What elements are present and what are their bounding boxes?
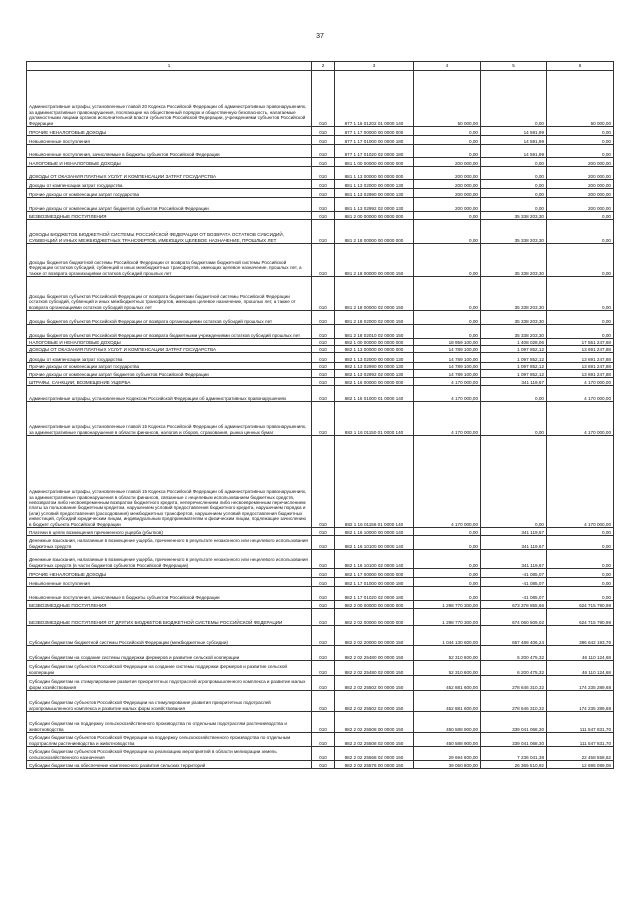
table-row <box>27 436 614 528</box>
row-approved-amount: 4 170 000,00 <box>414 378 481 386</box>
table-row <box>27 609 614 626</box>
row-budget-code: 882 1 13 02000 00 0000 130 <box>335 353 414 363</box>
table-row <box>27 676 614 691</box>
row-approved-amount: 1 044 130 600,00 <box>414 626 481 646</box>
table-row <box>27 212 614 220</box>
row-name: Невыясненные поступления, зачисляемые в бюджеты субъектов Российской Федерации <box>27 145 312 158</box>
row-line-code: 010 <box>312 145 335 158</box>
row-line-code: 010 <box>312 569 335 578</box>
row-name: Прочие доходы от компенсации затрат бюджетов субъектов Российской Федерации <box>27 370 312 378</box>
row-budget-code: 877 1 17 00000 00 0000 000 <box>335 127 414 136</box>
row-unexecuted-amount: 13 691 247,88 <box>547 346 614 353</box>
row-executed-amount: 674 060 509,02 <box>481 609 547 626</box>
row-line-code: 010 <box>312 167 335 180</box>
row-executed-amount: -41 085,07 <box>481 578 547 587</box>
row-approved-amount: 0,00 <box>414 550 481 569</box>
row-name: ПРОЧИЕ НЕНАЛОГОВЫЕ ДОХОДЫ <box>27 569 312 578</box>
table-row <box>27 145 614 158</box>
row-executed-amount: 341 119,67 <box>481 378 547 386</box>
row-name: Невыясненные поступления, зачисляемые в бюджеты субъектов Российской Федерации <box>27 587 312 601</box>
row-budget-code: 882 2 02 25576 00 0000 150 <box>335 761 414 769</box>
row-line-code: 010 <box>312 363 335 370</box>
row-executed-amount: 0,00 <box>481 402 547 436</box>
row-budget-code: 882 2 02 25480 00 0000 150 <box>335 646 414 661</box>
row-budget-code: 882 2 02 25502 00 0000 150 <box>335 676 414 691</box>
row-name: Субсидии бюджетам субъектов Российской Федерации на создание системы поддержки фермеров и развитие сельской кооперации <box>27 661 312 676</box>
row-line-code: 010 <box>312 661 335 676</box>
row-approved-amount: 0,00 <box>414 145 481 158</box>
row-line-code: 010 <box>312 378 335 386</box>
row-budget-code: 882 1 17 01020 02 0000 180 <box>335 587 414 601</box>
table-row <box>27 578 614 587</box>
row-approved-amount: 18 959 100,00 <box>414 339 481 346</box>
row-line-code: 010 <box>312 578 335 587</box>
row-line-code: 010 <box>312 158 335 167</box>
row-line-code: 010 <box>312 402 335 436</box>
row-name: ДОХОДЫ ОТ ОКАЗАНИЯ ПЛАТНЫХ УСЛУГ И КОМПЕНСАЦИИ ЗАТРАТ ГОСУДАРСТВА <box>27 167 312 180</box>
row-approved-amount: 452 881 600,00 <box>414 691 481 712</box>
row-name: Административные штрафы, установленные главой 15 Кодекса Российской Федерации об административных правонарушениях, за административные правонарушения в области финансов, связанные с нецелевым использованием бюджетных средств, невозвратом либо несвоевременным возвратом бюджетного кредита, неперечислением либо несвоевременным перечислением платы за пользование бюджетным кредитом, нарушением условий предоставления бюджетного кредита, нарушением порядка и (или) условий предоставления (расходования) межбюджетных трансфертов, нарушением условий предоставления бюджетных инвестиций, субсидий юридическим лицам, индивидуальным предпринимателям и физическим лицам, подлежащие зачислению в бюджет субъекта Российской Федерации <box>27 436 312 528</box>
row-name: НАЛОГОВЫЕ И НЕНАЛОГОВЫЕ ДОХОДЫ <box>27 158 312 167</box>
row-budget-code: 882 2 02 00000 00 0000 000 <box>335 609 414 626</box>
row-unexecuted-amount: 0,00 <box>547 145 614 158</box>
row-line-code: 010 <box>312 71 335 127</box>
row-name: Субсидии бюджетам субъектов Российской Федерации на стимулирование развития приоритетных подотраслей агропромышленного комплекса и развитие малых форм хозяйствования <box>27 691 312 712</box>
page-number: 37 <box>316 33 324 40</box>
row-executed-amount: 6 200 475,32 <box>481 661 547 676</box>
row-unexecuted-amount: 0,00 <box>547 311 614 325</box>
row-budget-code: 881 2 00 00000 00 0000 000 <box>335 212 414 220</box>
table-row <box>27 601 614 609</box>
row-budget-code: 882 2 02 25502 02 0000 150 <box>335 691 414 712</box>
row-unexecuted-amount: 50 000,00 <box>547 71 614 127</box>
table-row <box>27 747 614 761</box>
row-name: Субсидии бюджетам субъектов Российской Федерации на реализацию мероприятий в области мелиорации земель сельскохозяйственного назначения <box>27 747 312 761</box>
row-executed-amount: 278 646 310,32 <box>481 691 547 712</box>
row-line-code: 010 <box>312 609 335 626</box>
row-name: Административные штрафы, установленные главой 20 Кодекса Российской Федерации об административных правонарушениях, за административные правонарушения, посягающие на общественный порядок и общественную безопасность, налагаемые должностными лицами органов исполнительной власти субъектов Российской Федерации, учреждениями субъектов Российской Федерации <box>27 71 312 127</box>
table-row <box>27 167 614 180</box>
row-unexecuted-amount: 0,00 <box>547 528 614 536</box>
row-line-code: 010 <box>312 346 335 353</box>
row-executed-amount: 0,00 <box>481 180 547 189</box>
row-budget-code: 882 2 02 25508 02 0000 150 <box>335 733 414 747</box>
revenue-table <box>26 61 614 769</box>
table-row <box>27 661 614 676</box>
row-unexecuted-amount: 111 547 831,70 <box>547 733 614 747</box>
row-unexecuted-amount: 200 000,00 <box>547 158 614 167</box>
row-budget-code: 882 1 17 01000 00 0000 180 <box>335 578 414 587</box>
row-approved-amount: 4 170 000,00 <box>414 436 481 528</box>
row-executed-amount: 14 591,99 <box>481 145 547 158</box>
row-unexecuted-amount: 174 235 289,68 <box>547 676 614 691</box>
row-executed-amount: 1 408 028,06 <box>481 339 547 346</box>
row-approved-amount: 0,00 <box>414 136 481 145</box>
table-row <box>27 370 614 378</box>
table-row <box>27 569 614 578</box>
row-executed-amount: 1 097 852,12 <box>481 353 547 363</box>
row-name: Невыясненные поступления <box>27 136 312 145</box>
row-executed-amount: 35 338 203,30 <box>481 311 547 325</box>
row-line-code: 010 <box>312 136 335 145</box>
row-budget-code: 882 2 02 25568 02 0000 150 <box>335 747 414 761</box>
table-row <box>27 346 614 353</box>
row-budget-code: 882 1 13 02992 02 0000 130 <box>335 370 414 378</box>
row-budget-code: 882 1 17 00000 00 0000 000 <box>335 569 414 578</box>
row-executed-amount: 339 041 068,30 <box>481 733 547 747</box>
row-unexecuted-amount: 0,00 <box>547 569 614 578</box>
table-row <box>27 325 614 339</box>
row-approved-amount: 0,00 <box>414 127 481 136</box>
table-row <box>27 339 614 346</box>
row-line-code: 010 <box>312 220 335 244</box>
row-executed-amount: 0,00 <box>481 189 547 198</box>
row-approved-amount: 0,00 <box>414 528 481 536</box>
row-unexecuted-amount: 200 000,00 <box>547 167 614 180</box>
row-unexecuted-amount: 4 170 000,00 <box>547 378 614 386</box>
row-budget-code: 877 1 16 01202 01 0000 140 <box>335 71 414 127</box>
row-approved-amount: 0,00 <box>414 536 481 550</box>
row-unexecuted-amount: 111 547 831,70 <box>547 712 614 733</box>
table-row <box>27 244 614 277</box>
row-name: НАЛОГОВЫЕ И НЕНАЛОГОВЫЕ ДОХОДЫ <box>27 339 312 346</box>
row-executed-amount: 341 119,67 <box>481 550 547 569</box>
row-budget-code: 877 1 17 01000 00 0000 180 <box>335 136 414 145</box>
row-approved-amount: 14 789 100,00 <box>414 363 481 370</box>
row-unexecuted-amount: 13 691 247,88 <box>547 353 614 363</box>
row-name: Субсидии бюджетам субъектов Российской Федерации на поддержку сельскохозяйственного производства по отдельным подотраслям растениеводства и животноводства <box>27 733 312 747</box>
row-approved-amount: 39 060 800,00 <box>414 761 481 769</box>
row-line-code: 010 <box>312 353 335 363</box>
row-budget-code: 882 1 16 10000 00 0000 140 <box>335 528 414 536</box>
row-line-code: 010 <box>312 277 335 311</box>
row-line-code: 010 <box>312 601 335 609</box>
row-approved-amount: 14 789 100,00 <box>414 346 481 353</box>
table-row <box>27 528 614 536</box>
table-row <box>27 712 614 733</box>
row-line-code: 010 <box>312 436 335 528</box>
row-executed-amount: 0,00 <box>481 436 547 528</box>
row-budget-code: 881 2 18 00000 02 0000 150 <box>335 277 414 311</box>
row-budget-code: 882 1 16 10100 02 0000 140 <box>335 550 414 569</box>
row-approved-amount: 14 789 100,00 <box>414 370 481 378</box>
row-name: Прочие доходы от компенсации затрат государства <box>27 189 312 198</box>
table-header-row <box>27 62 614 71</box>
row-executed-amount: 0,00 <box>481 198 547 212</box>
table-row <box>27 277 614 311</box>
row-budget-code: 881 2 18 02000 02 0000 150 <box>335 311 414 325</box>
row-budget-code: 881 1 13 02000 00 0000 130 <box>335 180 414 189</box>
row-unexecuted-amount: 0,00 <box>547 550 614 569</box>
row-unexecuted-amount: 0,00 <box>547 220 614 244</box>
row-name: Денежные взыскания, налагаемые в возмещение ущерба, причиненного в результате незаконного или нецелевого использования бюджетных средств <box>27 536 312 550</box>
row-budget-code: 881 1 13 02990 00 0000 130 <box>335 189 414 198</box>
row-budget-code: 882 1 16 01150 01 0000 140 <box>335 402 414 436</box>
table-row <box>27 378 614 386</box>
row-line-code: 010 <box>312 198 335 212</box>
row-approved-amount: 0,00 <box>414 311 481 325</box>
row-executed-amount: 35 338 203,30 <box>481 212 547 220</box>
row-line-code: 010 <box>312 550 335 569</box>
row-unexecuted-amount: 0,00 <box>547 536 614 550</box>
row-executed-amount: 1 097 852,12 <box>481 346 547 353</box>
row-approved-amount: 450 588 900,00 <box>414 733 481 747</box>
row-unexecuted-amount: 4 170 000,00 <box>547 386 614 402</box>
header-col-1: 1 <box>27 62 312 71</box>
table-row <box>27 198 614 212</box>
row-executed-amount: 26 365 510,92 <box>481 761 547 769</box>
row-unexecuted-amount: 200 000,00 <box>547 180 614 189</box>
row-name: Доходы бюджетов бюджетной системы Российской Федерации от возврата бюджетами бюджетной системы Российской Федерации остатков субсидий, субвенций и иных межбюджетных трансфертов, имеющих целевое назначение, прошлых лет, а также от возврата организациями остатков субсидий прошлых лет <box>27 244 312 277</box>
row-unexecuted-amount: 386 642 193,76 <box>547 626 614 646</box>
row-executed-amount: -41 085,07 <box>481 587 547 601</box>
row-executed-amount: 35 338 203,30 <box>481 325 547 339</box>
row-line-code: 010 <box>312 761 335 769</box>
row-unexecuted-amount: 4 170 000,00 <box>547 402 614 436</box>
row-name: Доходы от компенсации затрат государства <box>27 180 312 189</box>
row-line-code: 010 <box>312 626 335 646</box>
table-row <box>27 626 614 646</box>
row-line-code: 010 <box>312 676 335 691</box>
row-unexecuted-amount: 0,00 <box>547 244 614 277</box>
row-budget-code: 882 2 02 20000 00 0000 150 <box>335 626 414 646</box>
row-budget-code: 882 1 13 02990 00 0000 130 <box>335 363 414 370</box>
row-approved-amount: 0,00 <box>414 212 481 220</box>
row-unexecuted-amount: 46 110 124,68 <box>547 646 614 661</box>
row-line-code: 010 <box>312 733 335 747</box>
table-row <box>27 386 614 402</box>
table-row <box>27 127 614 136</box>
row-executed-amount: 7 236 041,38 <box>481 747 547 761</box>
row-budget-code: 881 1 13 00000 00 0000 000 <box>335 167 414 180</box>
row-budget-code: 881 1 00 00000 00 0000 000 <box>335 158 414 167</box>
row-line-code: 010 <box>312 536 335 550</box>
row-name: БЕЗВОЗМЕЗДНЫЕ ПОСТУПЛЕНИЯ <box>27 601 312 609</box>
row-executed-amount: 35 338 203,30 <box>481 244 547 277</box>
row-executed-amount: 339 041 068,30 <box>481 712 547 733</box>
row-budget-code: 877 1 17 01020 02 0000 180 <box>335 145 414 158</box>
row-line-code: 010 <box>312 712 335 733</box>
row-unexecuted-amount: 624 715 790,98 <box>547 601 614 609</box>
table-row <box>27 733 614 747</box>
row-budget-code: 882 1 13 00000 00 0000 000 <box>335 346 414 353</box>
row-approved-amount: 0,00 <box>414 587 481 601</box>
row-line-code: 010 <box>312 339 335 346</box>
row-approved-amount: 200 000,00 <box>414 158 481 167</box>
row-approved-amount: 52 310 600,00 <box>414 661 481 676</box>
table-row <box>27 158 614 167</box>
row-line-code: 010 <box>312 587 335 601</box>
row-unexecuted-amount: 0,00 <box>547 325 614 339</box>
row-executed-amount: 341 119,67 <box>481 536 547 550</box>
row-line-code: 010 <box>312 189 335 198</box>
header-col-5: 5 <box>481 62 547 71</box>
row-unexecuted-amount: 0,00 <box>547 277 614 311</box>
row-approved-amount: 1 298 770 300,00 <box>414 609 481 626</box>
row-budget-code: 882 2 02 25480 02 0000 150 <box>335 661 414 676</box>
row-name: Доходы бюджетов субъектов Российской Федерации от возврата организациями остатков субсидий прошлых лет <box>27 311 312 325</box>
table-row <box>27 136 614 145</box>
row-line-code: 010 <box>312 127 335 136</box>
row-approved-amount: 29 694 600,00 <box>414 747 481 761</box>
header-col-4: 4 <box>414 62 481 71</box>
row-budget-code: 881 2 18 00000 00 0000 000 <box>335 220 414 244</box>
header-col-2: 2 <box>312 62 335 71</box>
row-line-code: 010 <box>312 646 335 661</box>
row-approved-amount: 1 298 770 300,00 <box>414 601 481 609</box>
row-line-code: 010 <box>312 528 335 536</box>
row-name: Невыясненные поступления <box>27 578 312 587</box>
row-unexecuted-amount: 0,00 <box>547 127 614 136</box>
row-name: Денежные взыскания, налагаемые в возмещение ущерба, причиненного в результате незаконного или нецелевого использования бюджетных средств (в части бюджетов субъектов Российской Федерации) <box>27 550 312 569</box>
row-unexecuted-amount: 0,00 <box>547 578 614 587</box>
row-unexecuted-amount: 13 691 247,88 <box>547 370 614 378</box>
row-approved-amount: 14 789 100,00 <box>414 353 481 363</box>
row-unexecuted-amount: 4 170 000,00 <box>547 436 614 528</box>
row-line-code: 010 <box>312 386 335 402</box>
row-budget-code: 882 2 00 00000 00 0000 000 <box>335 601 414 609</box>
row-budget-code: 882 1 16 00000 00 0000 000 <box>335 378 414 386</box>
row-name: ДОХОДЫ ОТ ОКАЗАНИЯ ПЛАТНЫХ УСЛУГ И КОМПЕНСАЦИИ ЗАТРАТ ГОСУДАРСТВА <box>27 346 312 353</box>
row-budget-code: 882 1 16 10100 00 0000 140 <box>335 536 414 550</box>
row-line-code: 010 <box>312 311 335 325</box>
row-unexecuted-amount: 17 551 247,68 <box>547 339 614 346</box>
row-line-code: 010 <box>312 370 335 378</box>
row-name: Административные штрафы, установленные главой 15 Кодекса Российской Федерации об административных правонарушениях, за административные правонарушения в области финансов, налогов и сборов, страхования, рынка ценных бумаг <box>27 402 312 436</box>
row-approved-amount: 200 000,00 <box>414 167 481 180</box>
row-executed-amount: 1 097 852,12 <box>481 370 547 378</box>
row-name: Субсидии бюджетам на поддержку сельскохозяйственного производства по отдельным подотраслям растениеводства и животноводства <box>27 712 312 733</box>
row-approved-amount: 50 000,00 <box>414 71 481 127</box>
row-name: Платежи в целях возмещения причиненного ущерба (убытков) <box>27 528 312 536</box>
row-budget-code: 881 2 18 00000 00 0000 150 <box>335 244 414 277</box>
row-name: ШТРАФЫ, САНКЦИИ, ВОЗМЕЩЕНИЕ УЩЕРБА <box>27 378 312 386</box>
row-line-code: 010 <box>312 325 335 339</box>
row-executed-amount: 0,00 <box>481 167 547 180</box>
row-line-code: 010 <box>312 212 335 220</box>
header-col-3: 3 <box>335 62 414 71</box>
table-row <box>27 646 614 661</box>
row-name: Субсидии бюджетам на создание системы поддержки фермеров и развитие сельской кооперации <box>27 646 312 661</box>
row-line-code: 010 <box>312 244 335 277</box>
row-unexecuted-amount: 200 000,00 <box>547 189 614 198</box>
row-line-code: 010 <box>312 747 335 761</box>
row-unexecuted-amount: 174 235 289,68 <box>547 691 614 712</box>
table-row <box>27 353 614 363</box>
row-unexecuted-amount: 46 110 124,68 <box>547 661 614 676</box>
table-row <box>27 761 614 769</box>
row-executed-amount: 35 338 203,30 <box>481 220 547 244</box>
table-row <box>27 402 614 436</box>
row-executed-amount: 14 591,99 <box>481 136 547 145</box>
row-executed-amount: 673 378 855,66 <box>481 601 547 609</box>
row-unexecuted-amount: 12 695 089,08 <box>547 761 614 769</box>
row-name: ДОХОДЫ БЮДЖЕТОВ БЮДЖЕТНОЙ СИСТЕМЫ РОССИЙСКОЙ ФЕДЕРАЦИИ ОТ ВОЗВРАТА ОСТАТКОВ СУБСИДИЙ, СУБВЕНЦИЙ И ИНЫХ МЕЖБЮДЖЕТНЫХ ТРАНСФЕРТОВ, ИМЕЮЩИХ ЦЕЛЕВОЕ НАЗНАЧЕНИЕ, ПРОШЛЫХ ЛЕТ <box>27 220 312 244</box>
table-row <box>27 363 614 370</box>
row-approved-amount: 200 000,00 <box>414 198 481 212</box>
row-unexecuted-amount: 0,00 <box>547 212 614 220</box>
row-executed-amount: 6 200 475,32 <box>481 646 547 661</box>
row-budget-code: 882 1 00 00000 00 0000 000 <box>335 339 414 346</box>
table-row <box>27 587 614 601</box>
row-name: Доходы бюджетов субъектов Российской Федерации от возврата бюджетами бюджетной системы Российской Федерации остатков субсидий, субвенций и иных межбюджетных трансфертов, имеющих целевое назначение, прошлых лет, а также от возврата организациями остатков субсидий прошлых лет <box>27 277 312 311</box>
row-approved-amount: 0,00 <box>414 277 481 311</box>
row-budget-code: 882 1 16 01156 01 0000 140 <box>335 436 414 528</box>
row-approved-amount: 0,00 <box>414 220 481 244</box>
row-name: Доходы бюджетов субъектов Российской Федерации от возврата бюджетными учреждениями остатков субсидий прошлых лет <box>27 325 312 339</box>
row-unexecuted-amount: 624 715 790,98 <box>547 609 614 626</box>
table-row <box>27 311 614 325</box>
table-row <box>27 550 614 569</box>
row-budget-code: 881 2 18 02010 02 0000 150 <box>335 325 414 339</box>
row-executed-amount: 14 591,99 <box>481 127 547 136</box>
row-name: Субсидии бюджетам на обеспечение комплексного развития сельских территорий <box>27 761 312 769</box>
row-executed-amount: -41 085,07 <box>481 569 547 578</box>
row-unexecuted-amount: 0,00 <box>547 587 614 601</box>
row-executed-amount: 341 119,67 <box>481 528 547 536</box>
row-approved-amount: 452 881 600,00 <box>414 676 481 691</box>
row-approved-amount: 200 000,00 <box>414 180 481 189</box>
row-name: Субсидии бюджетам бюджетной системы Российской Федерации (межбюджетные субсидии) <box>27 626 312 646</box>
row-approved-amount: 4 170 000,00 <box>414 402 481 436</box>
table-row <box>27 536 614 550</box>
row-budget-code: 882 2 02 25508 00 0000 150 <box>335 712 414 733</box>
row-unexecuted-amount: 0,00 <box>547 136 614 145</box>
row-executed-amount: 0,00 <box>481 386 547 402</box>
row-name: Административные штрафы, установленные Кодексом Российской Федерации об административных правонарушениях <box>27 386 312 402</box>
row-approved-amount: 450 588 900,00 <box>414 712 481 733</box>
row-approved-amount: 4 170 000,00 <box>414 386 481 402</box>
table-row <box>27 189 614 198</box>
row-name: Прочие доходы от компенсации затрат государства <box>27 363 312 370</box>
row-name: Доходы от компенсации затрат государства <box>27 353 312 363</box>
row-unexecuted-amount: 13 691 247,88 <box>547 363 614 370</box>
row-approved-amount: 0,00 <box>414 578 481 587</box>
row-executed-amount: 0,00 <box>481 158 547 167</box>
row-unexecuted-amount: 22 458 558,62 <box>547 747 614 761</box>
row-name: БЕЗВОЗМЕЗДНЫЕ ПОСТУПЛЕНИЯ <box>27 212 312 220</box>
table-row <box>27 71 614 127</box>
row-name: ПРОЧИЕ НЕНАЛОГОВЫЕ ДОХОДЫ <box>27 127 312 136</box>
row-line-code: 010 <box>312 180 335 189</box>
row-budget-code: 881 1 13 02992 02 0000 130 <box>335 198 414 212</box>
row-approved-amount: 0,00 <box>414 569 481 578</box>
row-approved-amount: 200 000,00 <box>414 189 481 198</box>
row-executed-amount: 657 488 406,24 <box>481 626 547 646</box>
row-name: БЕЗВОЗМЕЗДНЫЕ ПОСТУПЛЕНИЯ ОТ ДРУГИХ БЮДЖЕТОВ БЮДЖЕТНОЙ СИСТЕМЫ РОССИЙСКОЙ ФЕДЕРАЦИИ <box>27 609 312 626</box>
row-approved-amount: 0,00 <box>414 244 481 277</box>
row-approved-amount: 52 310 600,00 <box>414 646 481 661</box>
row-approved-amount: 0,00 <box>414 325 481 339</box>
row-executed-amount: 35 338 203,30 <box>481 277 547 311</box>
table-row <box>27 691 614 712</box>
row-executed-amount: 278 646 310,32 <box>481 676 547 691</box>
table-row <box>27 220 614 244</box>
table-row <box>27 180 614 189</box>
row-budget-code: 882 1 16 01000 01 0000 140 <box>335 386 414 402</box>
row-line-code: 010 <box>312 691 335 712</box>
row-name: Субсидии бюджетам на стимулирование развития приоритетных подотраслей агропромышленного комплекса и развитие малых форм хозяйствования <box>27 676 312 691</box>
row-executed-amount: 1 097 852,12 <box>481 363 547 370</box>
row-name: Прочие доходы от компенсации затрат бюджетов субъектов Российской Федерации <box>27 198 312 212</box>
row-unexecuted-amount: 200 000,00 <box>547 198 614 212</box>
header-col-6: 6 <box>547 62 614 71</box>
row-executed-amount: 0,00 <box>481 71 547 127</box>
